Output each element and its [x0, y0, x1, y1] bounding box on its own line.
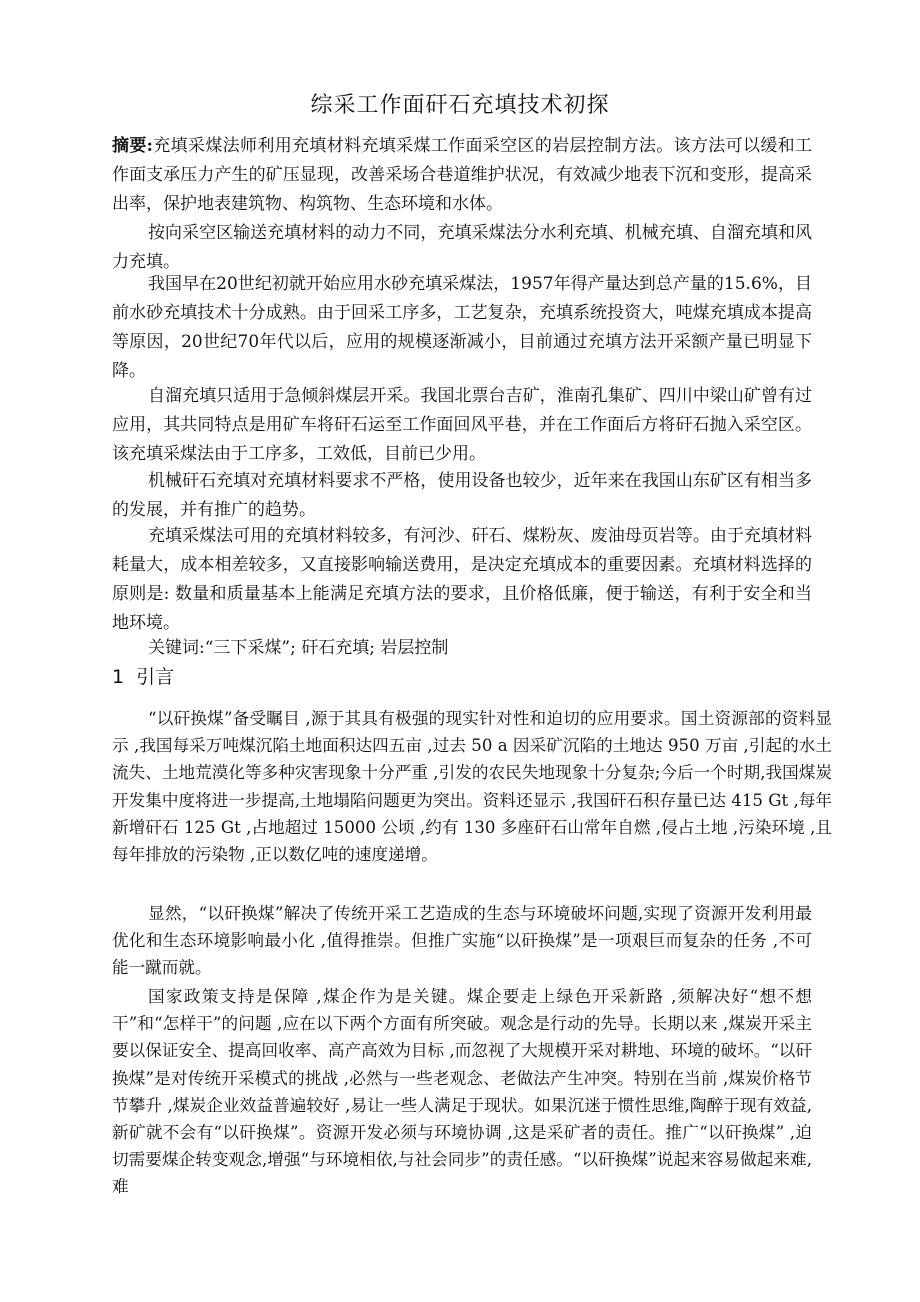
abstract-paragraph — [112, 132, 812, 219]
body-paragraph: 显然，“以矸换煤”解决了传统开采工艺造成的生态与环境破坏问题,实现了资源开发利用最优化和生态环境影响最小化 ,值得推崇。但推广实施“以矸换煤”是一项艰巨而复杂的任务 ,不可能一蹴而就。 — [112, 904, 812, 978]
body-paragraph: 按向采空区输送充填材料的动力不同，充填采煤法分水利充填、机械充填、自溜充填和风力充填。 — [112, 223, 812, 272]
body-paragraph: 国家政策支持是保障 ,煤企作为是关键。煤企要走上绿色开采新路 ,须解决好“想不想干”和“怎样干”的问题 ,应在以下两个方面有所突破。观念是行动的先导。长期以来 ,煤炭开采主要以保证安全、提高回收率、高产高效为目标 ,而忽视了大规模开采对耕地、环境的破坏。“以矸换煤”是对传统开采模式的挑战 ,必然与一些老观念、老做法产生冲突。特别在当前 ,煤炭价格节节攀升 ,煤炭企业效益普遍较好 ,易让一些人满足于现状。如果沉迷于惯性思维,陶醉于现有效益,新矿就不会有“以矸换煤”。资源开发必须与环境协调 ,这是采矿者的责任。推广“以矸换煤” ,迫切需要煤企转变观念,增强“与环境相依,与社会同步”的责任感。“以矸换煤”说起来容易做起来难,难 — [112, 987, 812, 1197]
body-paragraph: 自溜充填只适用于急倾斜煤层开采。我国北票台吉矿，淮南孔集矿、四川中梁山矿曾有过应用，其共同特点是用矿车将矸石运至工作面回风平巷，并在工作面后方将矸石抛入采空区。该充填采煤法由于工序多，工效低，目前已少用。 — [112, 386, 812, 464]
body-paragraph: 机械矸石充填对充填材料要求不严格，使用设备也较少，近年来在我国山东矿区有相当多的发展，并有推广的趋势。 — [112, 471, 812, 520]
body-paragraph: 充填采煤法可用的充填材料较多，有河沙、矸石、煤粉灰、废油母页岩等。由于充填材料耗量大，成本相差较多，又直接影响输送费用，是决定充填成本的重要因素。充填材料选择的原则是: 数量和质量基本上能满足充填方法的要求，且价格低廉，便于输送，有利于安全和当地环境。 — [112, 526, 812, 633]
body-paragraph: 我国早在20世纪初就开始应用水砂充填采煤法，1957年得产量达到总产量的15.6%，目前水砂充填技术十分成熟。由于回采工序多，工艺复杂，充填系统投资大，吨煤充填成本提高等原因，20世纪70年代以后，应用的规模逐渐减小，目前通过充填方法开采额产量已明显下降。 — [112, 274, 812, 381]
body-paragraph: “以矸换煤”备受瞩目 ,源于其具有极强的现实针对性和迫切的应用要求。国土资源部的资料显示 ,我国每采万吨煤沉陷土地面积达四五亩 ,过去 50 a 因采矿沉陷的土地达 950 万亩 ,引起的水土流失、土地荒漠化等多种灾害现象十分严重 ,引发的农民失地现象十分复杂;今后一个时期,我国煤炭开发集中度将进一步提高,土地塌陷问题更为突出。资料还显示 ,我国矸石积存量已达 415 Gt ,每年新增矸石 125 Gt ,占地超过 15000 公顷 ,约有 130 多座矸石山常年自燃 ,侵占土地 ,污染环境 ,且每年排放的污染物 ,正以数亿吨的速度递增。 — [112, 709, 832, 865]
abstract-label: 摘要: — [112, 136, 153, 156]
section-title: 引言 — [136, 666, 175, 688]
section-number: 1 — [112, 666, 125, 688]
abstract-text: 充填采煤法师利用充填材料充填采煤工作面采空区的岩层控制方法。该方法可以缓和工作面支承压力产生的矿压显现，改善采场合巷道维护状况，有效减少地表下沉和变形，提高采出率，保护地表建筑物、构筑物、生态环境和水体。 — [112, 136, 812, 214]
keywords-line: 关键词:“三下采煤”; 矸石充填; 岩层控制 — [148, 638, 449, 658]
section-heading — [112, 662, 186, 689]
document-title: 综采工作面矸石充填技术初探 — [310, 93, 610, 118]
